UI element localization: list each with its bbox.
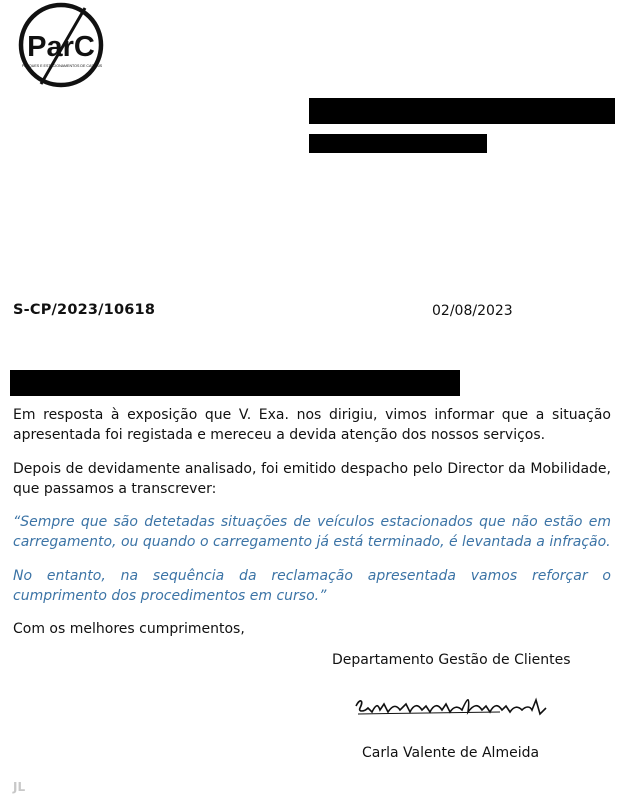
body-paragraph-2: Depois de devidamente analisado, foi emitido despacho pelo Director da Mobilidade, que passamos a transcrever:: [13, 461, 611, 497]
signer-name: Carla Valente de Almeida: [362, 745, 540, 761]
body-paragraph-1: Em resposta à exposição que V. Exa. nos dirigiu, vimos informar que a situação apresentada foi registada e mereceu a devida atenção dos nossos serviços.: [13, 407, 611, 443]
typist-initials: JL: [13, 780, 26, 794]
logo-wordmark: ParC: [27, 31, 95, 63]
quote-paragraph-2: No entanto, na sequência da reclamação apresentada vamos reforçar o cumprimento dos procedimentos em curso.”: [13, 568, 611, 604]
department-name: Departamento Gestão de Clientes: [332, 652, 571, 668]
redacted-recipient-name: [309, 98, 615, 124]
redacted-subject: [10, 370, 460, 396]
closing-line: Com os melhores cumprimentos,: [13, 621, 245, 637]
handwritten-signature: [350, 690, 550, 726]
parc-logo-mark: [13, 2, 113, 88]
parc-logo: [13, 2, 113, 88]
logo-tagline: PARQUES E ESTACIONAMENTOS DE CASCAIS: [21, 64, 103, 68]
quote-paragraph-1: “Sempre que são detetadas situações de veículos estacionados que não estão em carregamento, ou quando o carregamento já está terminado, é levantada a infração.: [13, 514, 611, 550]
letter-date: 02/08/2023: [432, 303, 513, 319]
letter-reference: S-CP/2023/10618: [13, 302, 156, 318]
redacted-recipient-address: [309, 134, 487, 153]
